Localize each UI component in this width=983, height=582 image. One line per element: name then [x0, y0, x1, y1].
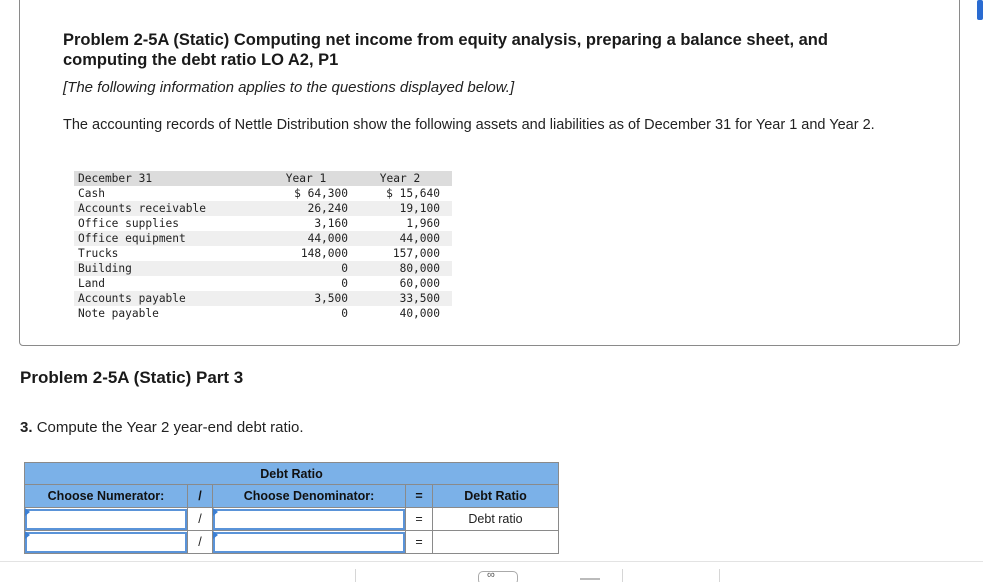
row-year-2: 1,960	[406, 217, 440, 230]
denominator-input-1[interactable]	[213, 509, 405, 530]
numerator-cell	[25, 531, 188, 554]
row-year-2: 33,500	[356, 291, 452, 306]
question	[20, 419, 304, 436]
result-value-cell	[433, 531, 559, 554]
row-year-2: 44,000	[356, 231, 452, 246]
row-year-1: 0	[341, 307, 348, 320]
numerator-input-2[interactable]	[25, 532, 187, 553]
row-label: Land	[78, 277, 105, 290]
numerator-input-1[interactable]	[25, 509, 187, 530]
row-year-2: 157,000	[392, 247, 440, 260]
row-label: Office supplies	[78, 217, 180, 230]
accounts-table-header	[74, 171, 452, 186]
equals-header: =	[406, 485, 433, 508]
debt-ratio-row-1	[25, 508, 559, 531]
table-row	[74, 261, 452, 276]
denominator-cell	[213, 531, 406, 554]
table-row	[74, 246, 452, 261]
denominator-input-2[interactable]	[213, 532, 405, 553]
dropdown-flag-icon	[213, 508, 218, 516]
header-year-1: Year 1	[260, 171, 356, 186]
debt-ratio-grid	[24, 462, 559, 554]
dropdown-flag-icon	[25, 508, 30, 516]
row-year-1: $ 64,300	[294, 187, 348, 200]
result-label-debt-ratio: Debt ratio	[433, 508, 559, 531]
row-year-1: 3,500	[260, 291, 356, 306]
header-december-31: December 31	[74, 171, 260, 186]
row-label: Trucks	[78, 247, 119, 260]
divide-symbol: /	[188, 531, 213, 554]
numerator-cell	[25, 508, 188, 531]
row-label: Building	[74, 261, 260, 276]
scrollbar-indicator[interactable]	[977, 0, 983, 20]
debt-ratio-title-row	[25, 463, 559, 485]
table-row	[74, 216, 452, 231]
divide-header: /	[188, 485, 213, 508]
result-header: Debt Ratio	[433, 485, 559, 508]
row-label: Cash	[78, 187, 105, 200]
header-year-2: Year 2	[356, 171, 452, 186]
table-row	[74, 291, 452, 306]
accounts-table	[74, 171, 452, 321]
row-year-2: 19,100	[356, 201, 452, 216]
part-title: Problem 2-5A (Static) Part 3	[20, 368, 244, 387]
row-label: Accounts payable	[74, 291, 260, 306]
debt-ratio-header-row	[25, 485, 559, 508]
denominator-cell	[213, 508, 406, 531]
divide-symbol: /	[188, 508, 213, 531]
denominator-header: Choose Denominator:	[213, 485, 406, 508]
footer-dash-icon	[580, 578, 600, 580]
row-year-1: 0	[260, 261, 356, 276]
row-year-1: 3,160	[314, 217, 348, 230]
problem-intro: The accounting records of Nettle Distribution show the following assets and liabilities as of December 31 for Year 1 and Year 2.	[63, 117, 875, 133]
problem-note: [The following information applies to the questions displayed below.]	[63, 79, 515, 96]
row-year-1: 148,000	[300, 247, 348, 260]
numerator-header: Choose Numerator:	[25, 485, 188, 508]
row-year-1: 0	[341, 277, 348, 290]
table-row	[74, 231, 452, 246]
row-year-2: 60,000	[399, 277, 440, 290]
footer-divider	[0, 561, 983, 562]
footer-tick	[355, 569, 356, 582]
debt-ratio-title: Debt Ratio	[25, 463, 559, 485]
table-row	[74, 186, 452, 201]
dropdown-flag-icon	[25, 531, 30, 539]
table-row	[74, 276, 452, 291]
row-year-2: $ 15,640	[386, 187, 440, 200]
link-icon[interactable]: ∞	[478, 571, 518, 582]
debt-ratio-row-2	[25, 531, 559, 554]
row-label: Office equipment	[74, 231, 260, 246]
row-year-1: 44,000	[260, 231, 356, 246]
table-row	[74, 201, 452, 216]
dropdown-flag-icon	[213, 531, 218, 539]
table-row	[74, 306, 452, 321]
problem-title: Problem 2-5A (Static) Computing net income from equity analysis, preparing a balance sheet, and computing the debt ratio LO A2, P1	[63, 31, 828, 69]
question-number: 3.	[20, 419, 33, 436]
footer-tick	[719, 569, 720, 582]
row-year-1: 26,240	[260, 201, 356, 216]
row-year-2: 40,000	[399, 307, 440, 320]
row-label: Note payable	[78, 307, 159, 320]
equals-symbol: =	[406, 508, 433, 531]
row-year-2: 80,000	[356, 261, 452, 276]
row-label: Accounts receivable	[74, 201, 260, 216]
footer-tick	[622, 569, 623, 582]
equals-symbol: =	[406, 531, 433, 554]
question-text: Compute the Year 2 year-end debt ratio.	[36, 419, 304, 436]
